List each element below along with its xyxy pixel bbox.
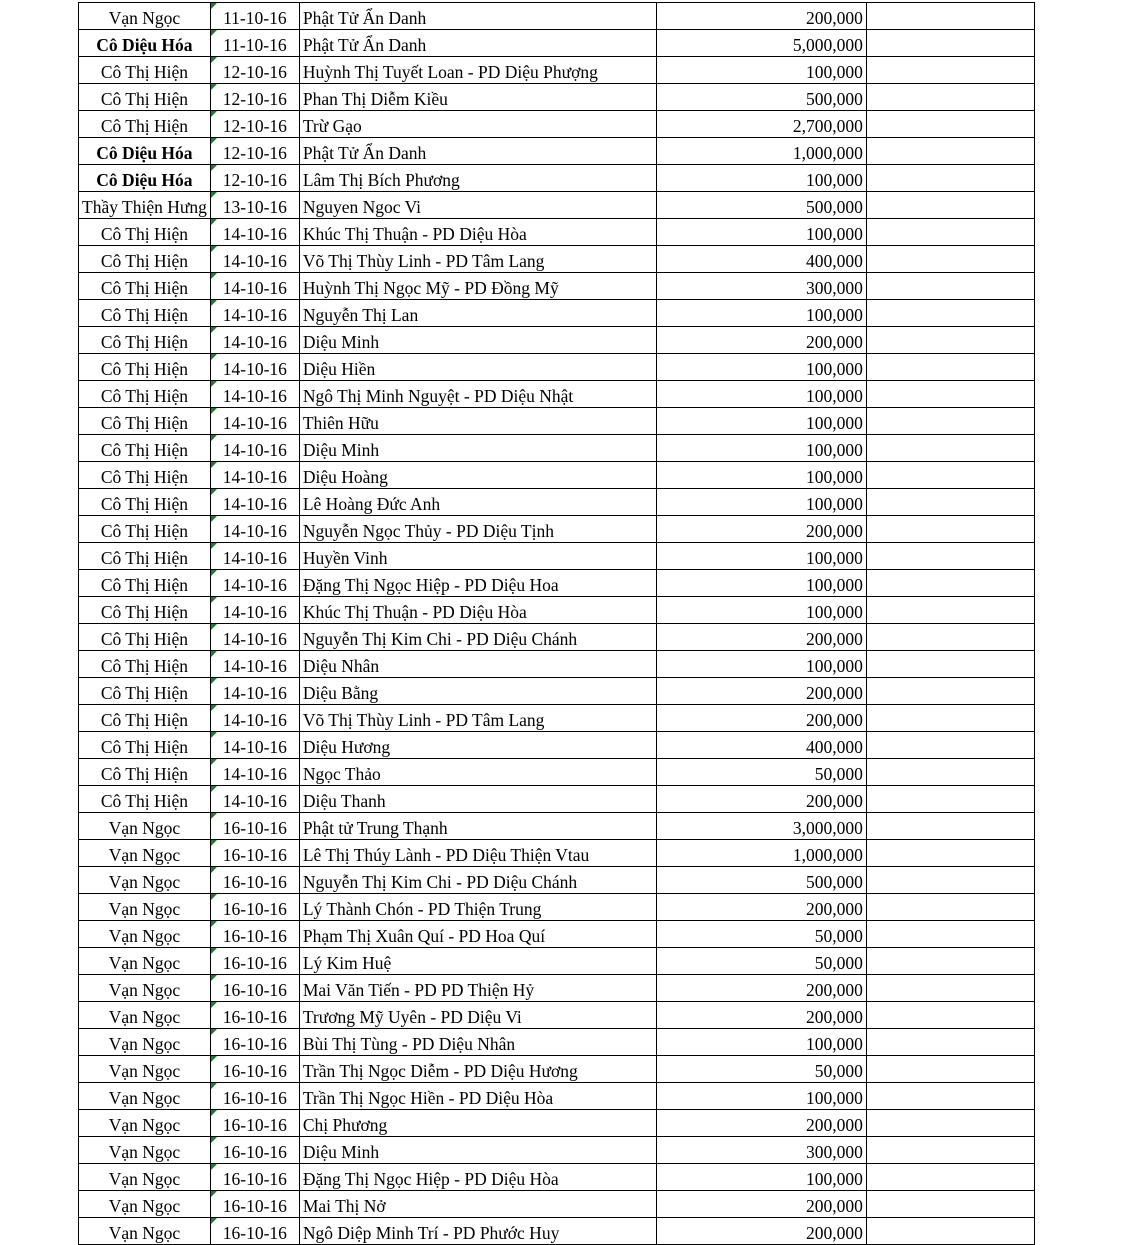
date-cell[interactable]: 16-10-16 [210,840,299,867]
table-row [79,3,1035,30]
person-cell[interactable]: Cô Thị Hiện [79,462,211,489]
donor-cell[interactable]: Ngọc Thảo [299,759,656,786]
person-cell[interactable]: Vạn Ngọc [79,1164,211,1191]
empty-cell[interactable] [866,759,1034,786]
date-cell[interactable]: 16-10-16 [210,975,299,1002]
donor-cell[interactable]: Võ Thị Thùy Linh - PD Tâm Lang [299,246,656,273]
table-row [79,597,1035,624]
donor-cell[interactable]: Lâm Thị Bích Phương [299,165,656,192]
person-cell[interactable]: Cô Thị Hiện [79,759,211,786]
table-row [79,813,1035,840]
amount-cell[interactable]: 100,000 [656,543,866,570]
amount-cell[interactable]: 50,000 [656,1056,866,1083]
amount-cell[interactable]: 100,000 [656,354,866,381]
donor-cell[interactable]: Nguyen Ngoc Vi [299,192,656,219]
donor-cell[interactable]: Phật tử Trung Thạnh [299,813,656,840]
empty-cell[interactable] [866,219,1034,246]
table-row [79,975,1035,1002]
amount-cell[interactable]: 100,000 [656,381,866,408]
table-row [79,192,1035,219]
table-row [79,435,1035,462]
donor-cell[interactable]: Đặng Thị Ngọc Hiệp - PD Diệu Hoa [299,570,656,597]
date-cell[interactable]: 14-10-16 [210,543,299,570]
amount-cell[interactable]: 1,000,000 [656,840,866,867]
donor-cell[interactable]: Võ Thị Thùy Linh - PD Tâm Lang [299,705,656,732]
person-cell[interactable]: Cô Thị Hiện [79,57,211,84]
amount-cell[interactable]: 300,000 [656,1137,866,1164]
date-cell[interactable]: 14-10-16 [210,732,299,759]
empty-cell[interactable] [866,30,1034,57]
amount-cell[interactable]: 500,000 [656,84,866,111]
amount-cell[interactable]: 2,700,000 [656,111,866,138]
table-row [79,759,1035,786]
person-cell[interactable]: Vạn Ngọc [79,921,211,948]
empty-cell[interactable] [866,327,1034,354]
amount-cell[interactable]: 500,000 [656,192,866,219]
date-cell[interactable]: 14-10-16 [210,408,299,435]
amount-cell[interactable]: 200,000 [656,705,866,732]
donor-cell[interactable]: Diệu Hiền [299,354,656,381]
empty-cell[interactable] [866,813,1034,840]
donor-cell[interactable]: Mai Thị Nở [299,1191,656,1218]
date-cell[interactable]: 16-10-16 [210,921,299,948]
amount-cell[interactable]: 3,000,000 [656,813,866,840]
table-row [79,948,1035,975]
person-cell[interactable]: Cô Diệu Hóa [79,138,211,165]
empty-cell[interactable] [866,1110,1034,1137]
date-cell[interactable]: 14-10-16 [210,516,299,543]
table-row [79,786,1035,813]
empty-cell[interactable] [866,624,1034,651]
table-row [79,462,1035,489]
empty-cell[interactable] [866,597,1034,624]
amount-cell[interactable]: 100,000 [656,300,866,327]
person-cell[interactable]: Vạn Ngọc [79,867,211,894]
person-cell[interactable]: Cô Thị Hiện [79,219,211,246]
donor-cell[interactable]: Trần Thị Ngọc Diễm - PD Diệu Hương [299,1056,656,1083]
donor-cell[interactable]: Lê Thị Thúy Lành - PD Diệu Thiện Vtau [299,840,656,867]
empty-cell[interactable] [866,1029,1034,1056]
donor-cell[interactable]: Lê Hoàng Đức Anh [299,489,656,516]
person-cell[interactable]: Vạn Ngọc [79,1137,211,1164]
donor-cell[interactable]: Huyền Vinh [299,543,656,570]
person-cell[interactable]: Cô Thị Hiện [79,489,211,516]
person-cell[interactable]: Cô Thị Hiện [79,705,211,732]
person-cell[interactable]: Vạn Ngọc [79,3,211,30]
person-cell[interactable]: Cô Thị Hiện [79,516,211,543]
donor-cell[interactable]: Khúc Thị Thuận - PD Diệu Hòa [299,219,656,246]
empty-cell[interactable] [866,1002,1034,1029]
amount-cell[interactable]: 200,000 [656,1002,866,1029]
person-cell[interactable]: Vạn Ngọc [79,813,211,840]
table-row [79,1110,1035,1137]
empty-cell[interactable] [866,1218,1034,1245]
table-row [79,1083,1035,1110]
date-cell[interactable]: 16-10-16 [210,1110,299,1137]
empty-cell[interactable] [866,975,1034,1002]
person-cell[interactable]: Cô Thị Hiện [79,327,211,354]
amount-cell[interactable]: 200,000 [656,327,866,354]
table-row [79,138,1035,165]
amount-cell[interactable]: 200,000 [656,786,866,813]
date-cell[interactable]: 14-10-16 [210,624,299,651]
date-cell[interactable]: 12-10-16 [210,84,299,111]
empty-cell[interactable] [866,273,1034,300]
empty-cell[interactable] [866,111,1034,138]
donor-cell[interactable]: Đặng Thị Ngọc Hiệp - PD Diệu Hòa [299,1164,656,1191]
table-row [79,1218,1035,1245]
date-cell[interactable]: 11-10-16 [210,3,299,30]
donor-cell[interactable]: Lý Thành Chón - PD Thiện Trung [299,894,656,921]
donor-cell[interactable]: Mai Văn Tiến - PD PD Thiện Hỷ [299,975,656,1002]
date-cell[interactable]: 16-10-16 [210,1083,299,1110]
donor-cell[interactable]: Phạm Thị Xuân Quí - PD Hoa Quí [299,921,656,948]
date-cell[interactable]: 14-10-16 [210,651,299,678]
table-row [79,84,1035,111]
person-cell[interactable]: Cô Thị Hiện [79,732,211,759]
amount-cell[interactable]: 50,000 [656,759,866,786]
amount-cell[interactable]: 100,000 [656,1164,866,1191]
table-row [79,354,1035,381]
empty-cell[interactable] [866,192,1034,219]
date-cell[interactable]: 16-10-16 [210,1137,299,1164]
donor-cell[interactable]: Phật Tử Ẩn Danh [299,3,656,30]
amount-cell[interactable]: 5,000,000 [656,30,866,57]
amount-cell[interactable]: 400,000 [656,246,866,273]
table-row [79,30,1035,57]
donor-cell[interactable]: Phật Tử Ẩn Danh [299,30,656,57]
donor-cell[interactable]: Diệu Minh [299,435,656,462]
amount-cell[interactable]: 400,000 [656,732,866,759]
date-cell[interactable]: 14-10-16 [210,462,299,489]
empty-cell[interactable] [866,1083,1034,1110]
donor-cell[interactable]: Bùi Thị Tùng - PD Diệu Nhân [299,1029,656,1056]
person-cell[interactable]: Vạn Ngọc [79,1029,211,1056]
amount-cell[interactable]: 50,000 [656,948,866,975]
date-cell[interactable]: 14-10-16 [210,786,299,813]
empty-cell[interactable] [866,894,1034,921]
amount-cell[interactable]: 100,000 [656,408,866,435]
empty-cell[interactable] [866,516,1034,543]
person-cell[interactable]: Cô Thị Hiện [79,408,211,435]
table-row [79,165,1035,192]
person-cell[interactable]: Cô Diệu Hóa [79,165,211,192]
person-cell[interactable]: Vạn Ngọc [79,894,211,921]
table-row [79,867,1035,894]
table-row [79,624,1035,651]
empty-cell[interactable] [866,543,1034,570]
person-cell[interactable]: Vạn Ngọc [79,1002,211,1029]
table-row [79,840,1035,867]
table-row [79,1002,1035,1029]
amount-cell[interactable]: 200,000 [656,678,866,705]
person-cell[interactable]: Thầy Thiện Hưng [79,192,211,219]
donor-cell[interactable]: Chị Phương [299,1110,656,1137]
date-cell[interactable]: 14-10-16 [210,300,299,327]
amount-cell[interactable]: 200,000 [656,516,866,543]
date-cell[interactable]: 14-10-16 [210,327,299,354]
person-cell[interactable]: Cô Thị Hiện [79,651,211,678]
person-cell[interactable]: Cô Thị Hiện [79,543,211,570]
amount-cell[interactable]: 200,000 [656,1110,866,1137]
donor-cell[interactable]: Nguyễn Thị Kim Chi - PD Diệu Chánh [299,624,656,651]
table-row [79,57,1035,84]
donor-cell[interactable]: Nguyễn Thị Kim Chi - PD Diệu Chánh [299,867,656,894]
date-cell[interactable]: 12-10-16 [210,165,299,192]
amount-cell[interactable]: 500,000 [656,867,866,894]
table-row [79,921,1035,948]
table-row [79,570,1035,597]
person-cell[interactable]: Vạn Ngọc [79,948,211,975]
table-row [79,327,1035,354]
table-row [79,408,1035,435]
date-cell[interactable]: 12-10-16 [210,111,299,138]
table-row [79,1137,1035,1164]
date-cell[interactable]: 14-10-16 [210,759,299,786]
table-row [79,381,1035,408]
donor-cell[interactable]: Huỳnh Thị Ngọc Mỹ - PD Đồng Mỹ [299,273,656,300]
person-cell[interactable]: Vạn Ngọc [79,1218,211,1245]
date-cell[interactable]: 16-10-16 [210,1002,299,1029]
person-cell[interactable]: Cô Thị Hiện [79,597,211,624]
empty-cell[interactable] [866,867,1034,894]
donor-cell[interactable]: Diệu Bằng [299,678,656,705]
date-cell[interactable]: 14-10-16 [210,219,299,246]
empty-cell[interactable] [866,246,1034,273]
table-row [79,489,1035,516]
empty-cell[interactable] [866,786,1034,813]
date-cell[interactable]: 14-10-16 [210,354,299,381]
donor-cell[interactable]: Thiên Hữu [299,408,656,435]
donor-cell[interactable]: Phật Tử Ẩn Danh [299,138,656,165]
table-row [79,705,1035,732]
amount-cell[interactable]: 100,000 [656,165,866,192]
donor-cell[interactable]: Lý Kim Huệ [299,948,656,975]
date-cell[interactable]: 16-10-16 [210,894,299,921]
table-row [79,111,1035,138]
date-cell[interactable]: 14-10-16 [210,597,299,624]
amount-cell[interactable]: 100,000 [656,570,866,597]
empty-cell[interactable] [866,408,1034,435]
amount-cell[interactable]: 200,000 [656,624,866,651]
person-cell[interactable]: Cô Thị Hiện [79,300,211,327]
ledger-body [79,3,1035,1245]
table-row [79,516,1035,543]
table-row [79,894,1035,921]
empty-cell[interactable] [866,3,1034,30]
person-cell[interactable]: Cô Thị Hiện [79,678,211,705]
date-cell[interactable]: 14-10-16 [210,678,299,705]
date-cell[interactable]: 14-10-16 [210,705,299,732]
donor-cell[interactable]: Trương Mỹ Uyên - PD Diệu Vi [299,1002,656,1029]
amount-cell[interactable]: 1,000,000 [656,138,866,165]
empty-cell[interactable] [866,462,1034,489]
empty-cell[interactable] [866,489,1034,516]
empty-cell[interactable] [866,138,1034,165]
donor-cell[interactable]: Phan Thị Diễm Kiều [299,84,656,111]
date-cell[interactable]: 14-10-16 [210,570,299,597]
date-cell[interactable]: 14-10-16 [210,246,299,273]
date-cell[interactable]: 16-10-16 [210,1029,299,1056]
date-cell[interactable]: 11-10-16 [210,30,299,57]
donor-cell[interactable]: Ngô Thị Minh Nguyệt - PD Diệu Nhật [299,381,656,408]
empty-cell[interactable] [866,1164,1034,1191]
empty-cell[interactable] [866,705,1034,732]
empty-cell[interactable] [866,921,1034,948]
amount-cell[interactable]: 200,000 [656,3,866,30]
table-row [79,1164,1035,1191]
person-cell[interactable]: Cô Diệu Hóa [79,30,211,57]
date-cell[interactable]: 12-10-16 [210,138,299,165]
empty-cell[interactable] [866,435,1034,462]
amount-cell[interactable]: 100,000 [656,219,866,246]
donor-cell[interactable]: Diệu Thanh [299,786,656,813]
date-cell[interactable]: 14-10-16 [210,273,299,300]
empty-cell[interactable] [866,732,1034,759]
table-row [79,651,1035,678]
date-cell[interactable]: 16-10-16 [210,1056,299,1083]
date-cell[interactable]: 14-10-16 [210,489,299,516]
donor-cell[interactable]: Trần Thị Ngọc Hiền - PD Diệu Hòa [299,1083,656,1110]
donor-cell[interactable]: Diệu Hoàng [299,462,656,489]
person-cell[interactable]: Cô Thị Hiện [79,84,211,111]
amount-cell[interactable]: 100,000 [656,1029,866,1056]
empty-cell[interactable] [866,570,1034,597]
amount-cell[interactable]: 100,000 [656,435,866,462]
empty-cell[interactable] [866,678,1034,705]
table-row [79,273,1035,300]
empty-cell[interactable] [866,381,1034,408]
table-row [79,219,1035,246]
person-cell[interactable]: Cô Thị Hiện [79,786,211,813]
donor-cell[interactable]: Diệu Minh [299,327,656,354]
person-cell[interactable]: Cô Thị Hiện [79,111,211,138]
donor-cell[interactable]: Diệu Minh [299,1137,656,1164]
empty-cell[interactable] [866,840,1034,867]
empty-cell[interactable] [866,165,1034,192]
empty-cell[interactable] [866,354,1034,381]
date-cell[interactable]: 16-10-16 [210,1191,299,1218]
amount-cell[interactable]: 300,000 [656,273,866,300]
person-cell[interactable]: Cô Thị Hiện [79,570,211,597]
person-cell[interactable]: Cô Thị Hiện [79,435,211,462]
date-cell[interactable]: 14-10-16 [210,435,299,462]
amount-cell[interactable]: 100,000 [656,462,866,489]
amount-cell[interactable]: 200,000 [656,894,866,921]
table-row [79,1056,1035,1083]
person-cell[interactable]: Cô Thị Hiện [79,381,211,408]
amount-cell[interactable]: 100,000 [656,489,866,516]
empty-cell[interactable] [866,1137,1034,1164]
table-row [79,678,1035,705]
donor-cell[interactable]: Khúc Thị Thuận - PD Diệu Hòa [299,597,656,624]
amount-cell[interactable]: 100,000 [656,1083,866,1110]
table-row [79,1029,1035,1056]
donor-cell[interactable]: Nguyễn Thị Lan [299,300,656,327]
donor-cell[interactable]: Ngô Diệp Minh Trí - PD Phước Huy [299,1218,656,1245]
date-cell[interactable]: 13-10-16 [210,192,299,219]
amount-cell[interactable]: 100,000 [656,597,866,624]
person-cell[interactable]: Cô Thị Hiện [79,354,211,381]
empty-cell[interactable] [866,57,1034,84]
date-cell[interactable]: 16-10-16 [210,948,299,975]
date-cell[interactable]: 16-10-16 [210,813,299,840]
date-cell[interactable]: 14-10-16 [210,381,299,408]
table-row [79,543,1035,570]
amount-cell[interactable]: 50,000 [656,921,866,948]
donor-cell[interactable]: Huỳnh Thị Tuyết Loan - PD Diệu Phượng [299,57,656,84]
donor-cell[interactable]: Diệu Nhân [299,651,656,678]
person-cell[interactable]: Cô Thị Hiện [79,273,211,300]
empty-cell[interactable] [866,1056,1034,1083]
donor-cell[interactable]: Diệu Hương [299,732,656,759]
empty-cell[interactable] [866,651,1034,678]
date-cell[interactable]: 16-10-16 [210,1164,299,1191]
person-cell[interactable]: Vạn Ngọc [79,1056,211,1083]
date-cell[interactable]: 12-10-16 [210,57,299,84]
donation-ledger-table [78,2,1035,1245]
amount-cell[interactable]: 200,000 [656,1191,866,1218]
person-cell[interactable]: Cô Thị Hiện [79,624,211,651]
donor-cell[interactable]: Trừ Gạo [299,111,656,138]
table-row [79,1191,1035,1218]
table-row [79,246,1035,273]
amount-cell[interactable]: 200,000 [656,975,866,1002]
donor-cell[interactable]: Nguyễn Ngọc Thủy - PD Diệu Tịnh [299,516,656,543]
person-cell[interactable]: Cô Thị Hiện [79,246,211,273]
date-cell[interactable]: 16-10-16 [210,867,299,894]
amount-cell[interactable]: 100,000 [656,651,866,678]
empty-cell[interactable] [866,300,1034,327]
table-row [79,732,1035,759]
empty-cell[interactable] [866,84,1034,111]
amount-cell[interactable]: 100,000 [656,57,866,84]
date-cell[interactable]: 16-10-16 [210,1218,299,1245]
table-row [79,300,1035,327]
person-cell[interactable]: Vạn Ngọc [79,1110,211,1137]
person-cell[interactable]: Vạn Ngọc [79,840,211,867]
empty-cell[interactable] [866,1191,1034,1218]
amount-cell[interactable]: 200,000 [656,1218,866,1245]
person-cell[interactable]: Vạn Ngọc [79,975,211,1002]
person-cell[interactable]: Vạn Ngọc [79,1191,211,1218]
person-cell[interactable]: Vạn Ngọc [79,1083,211,1110]
empty-cell[interactable] [866,948,1034,975]
